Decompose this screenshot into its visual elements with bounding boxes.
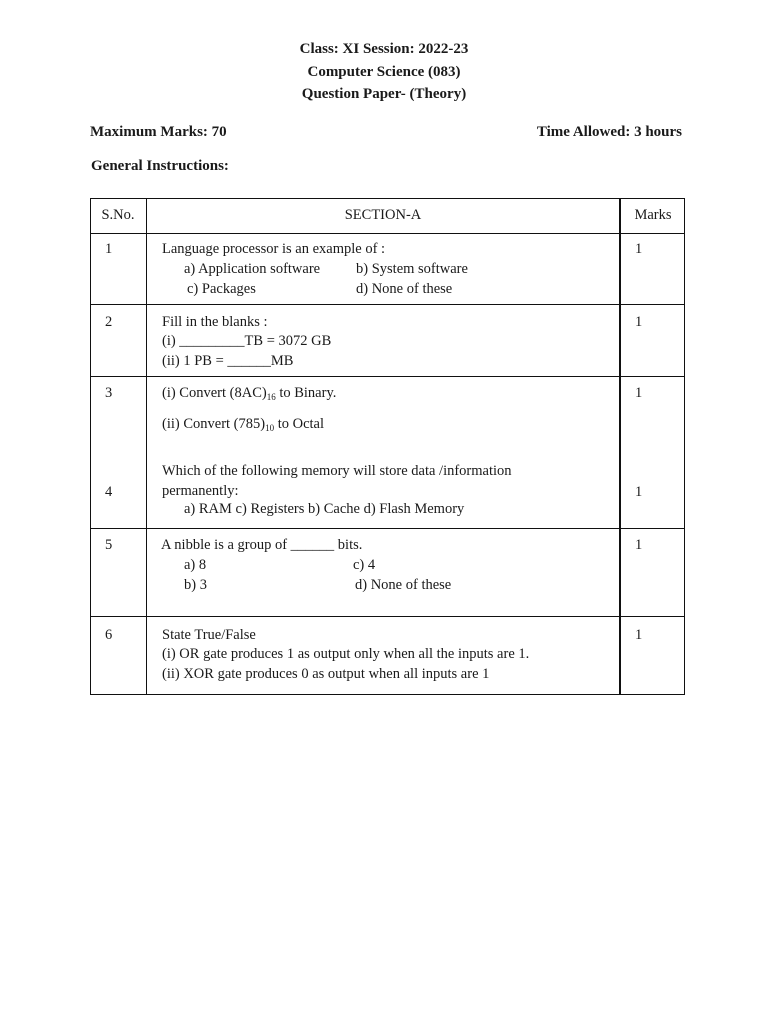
question-marks: 1 (635, 627, 643, 643)
option-b: b) 3 (184, 577, 207, 593)
column-divider (146, 198, 147, 695)
question-marks: 1 (635, 385, 643, 401)
blank-line-1: (i) _________TB = 3072 GB (162, 333, 332, 349)
column-divider (619, 198, 621, 695)
question-text: A nibble is a group of ______ bits. (161, 537, 363, 553)
option-c: c) 4 (353, 557, 376, 573)
general-instructions-heading: General Instructions: (91, 158, 229, 174)
option-d: d) None of these (355, 577, 452, 593)
option-d: d) None of these (356, 281, 453, 297)
column-header-marks: Marks (634, 207, 672, 223)
question-marks: 1 (635, 484, 643, 500)
question-text-continued: permanently: (162, 483, 239, 499)
question-marks: 1 (635, 537, 643, 553)
convert-hex-part: (i) Convert $(8AC)_{16}$ to Binary. (162, 385, 337, 402)
question-marks: 1 (635, 314, 643, 330)
paper-type-heading: Question Paper- (Theory) (301, 86, 467, 102)
question-number: 1 (105, 241, 113, 257)
row-divider (90, 304, 685, 305)
question-number: 6 (105, 627, 113, 643)
question-number: 5 (105, 537, 113, 553)
blank-line-2: (ii) 1 PB = ______MB (162, 353, 294, 369)
row-divider (90, 616, 685, 617)
statement-1: (i) OR gate produces 1 as output only when all the inputs are 1. (162, 646, 530, 662)
column-header-section: SECTION-A (344, 207, 422, 223)
convert-decimal-part: (ii) Convert $(785)_{10}$ to Octal (162, 416, 325, 433)
row-divider (90, 233, 685, 234)
question-number: 3 (105, 385, 113, 401)
class-session-heading: Class: XI Session: 2022-23 (299, 41, 469, 57)
question-number: 4 (105, 484, 113, 500)
statement-2: (ii) XOR gate produces 0 as output when all inputs are 1 (162, 666, 490, 682)
question-marks: 1 (635, 241, 643, 257)
question-table (90, 198, 685, 695)
row-divider (90, 528, 685, 529)
column-header-sno: S.No. (101, 207, 135, 223)
time-allowed: Time Allowed: 3 hours (536, 124, 682, 140)
subject-heading: Computer Science (083) (307, 64, 461, 80)
row-divider (90, 376, 685, 377)
question-text: State True/False (162, 627, 256, 643)
question-text: Fill in the blanks : (162, 314, 268, 330)
option-a: a) 8 (184, 557, 207, 573)
maximum-marks: Maximum Marks: 70 (90, 124, 227, 140)
option-b: b) System software (356, 261, 468, 277)
options-line: a) RAM c) Registers b) Cache d) Flash Memory (184, 501, 465, 517)
question-number: 2 (105, 314, 113, 330)
question-text: Language processor is an example of : (162, 241, 386, 257)
question-text: Which of the following memory will store data /information (162, 463, 512, 479)
option-a: a) Application software (184, 261, 321, 277)
option-c: c) Packages (187, 281, 256, 297)
